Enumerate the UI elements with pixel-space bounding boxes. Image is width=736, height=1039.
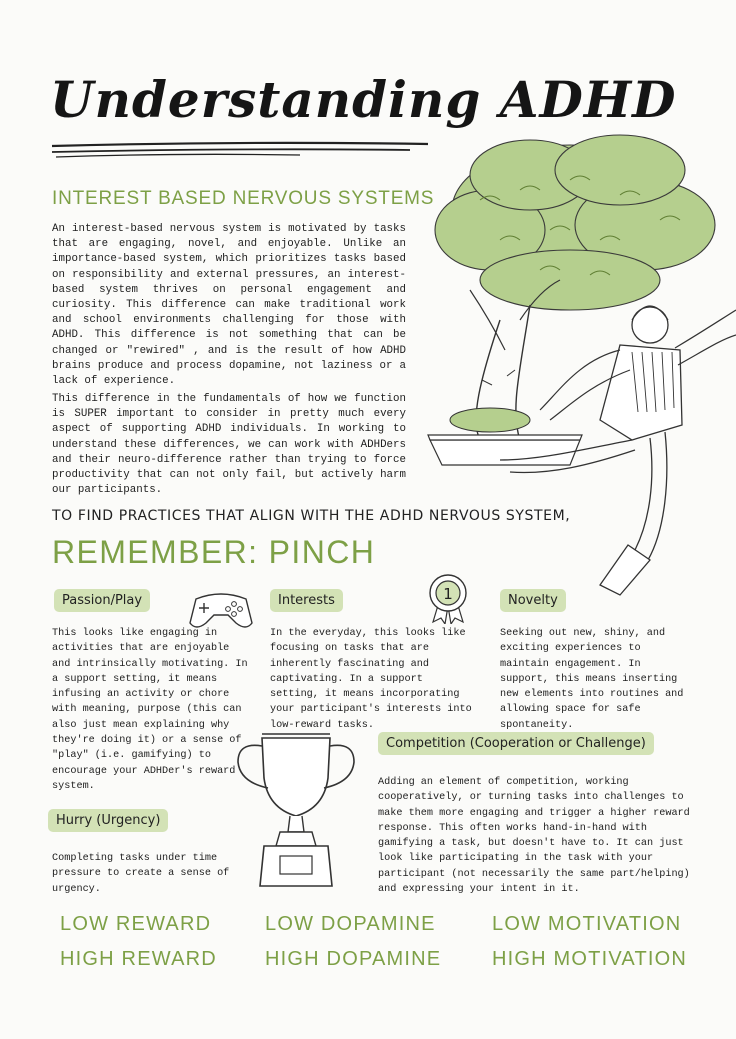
low-reward: LOW REWARD: [60, 913, 212, 935]
pinch-heading: REMEMBER: PINCH: [52, 534, 376, 570]
passion-play-tag: Passion/Play: [54, 589, 150, 612]
interests-text: In the everyday, this looks like focusing on tasks that are inherently fascinating and captivating. In a support setting, it means incorporating your participant's interests into low-reward tasks.: [270, 628, 472, 731]
importance-paragraph: This difference in the fundamentals of how we function is SUPER important to consider in pretty much every aspect of supporting ADHD individuals. In working to understand these differences, we can work with ADHDers and their neuro-difference rather than trying to force productivity that can not only fail, but actively harm our participants.: [52, 393, 406, 497]
tree-girl-illustration: [420, 120, 736, 600]
passion-play-text: This looks like engaging in activities that are enjoyable and intrinsically motivating. In a support setting, it means infusing an activity or chore with meaning, purpose (this can also just mean explaining why they're doing it) or a sense of "play" (i.e. gamifying) to encourage your ADHDer's reward system.: [52, 628, 248, 792]
award-badge-icon: [425, 572, 471, 624]
pinch-intro: TO FIND PRACTICES THAT ALIGN WITH THE ADHD NERVOUS SYSTEM,: [52, 508, 571, 524]
high-motivation: HIGH MOTIVATION: [492, 948, 688, 970]
badge-number: 1: [443, 585, 453, 603]
low-motivation: LOW MOTIVATION: [492, 913, 682, 935]
competition-text: Adding an element of competition, working cooperatively, or turning tasks into challenges to make them more engaging and trigger a higher reward response. This often works hand-in-hand with gamifying a task, but doesn't have to. It can just look like participating in the task with your participant (not necessarily the same part/helping) and expressing your intent in it.: [378, 777, 690, 896]
interests-tag: Interests: [270, 589, 343, 612]
title-underline: [50, 140, 430, 160]
high-dopamine: HIGH DOPAMINE: [265, 948, 442, 970]
high-reward: HIGH REWARD: [60, 948, 217, 970]
novelty-text: Seeking out new, shiny, and exciting experiences to maintain engagement. In support, this means inserting new elements into routines and allowing space for safe spontaneity.: [500, 628, 684, 731]
hurry-text: Completing tasks under time pressure to create a sense of urgency.: [52, 853, 230, 895]
section-heading: INTEREST BASED NERVOUS SYSTEMS: [52, 188, 435, 209]
page-title: Understanding ADHD: [50, 70, 677, 129]
novelty-tag: Novelty: [500, 589, 566, 612]
low-dopamine: LOW DOPAMINE: [265, 913, 436, 935]
competition-tag: Competition (Cooperation or Challenge): [378, 732, 654, 755]
hurry-tag: Hurry (Urgency): [48, 809, 168, 832]
intro-paragraph: An interest-based nervous system is motivated by tasks that are engaging, novel, and enjoyable. Unlike an importance-based system, which prioritizes tasks based on responsibility and external pressures, an interest-based system thrives on personal engagement and curiosity. This difference can make traditional work and school environments challenging for those with ADHD. This difference is not something that can be changed or "rewired" , and is the result of how ADHD brains produce and process dopamine, not laziness or a lack of experience.: [52, 223, 406, 388]
